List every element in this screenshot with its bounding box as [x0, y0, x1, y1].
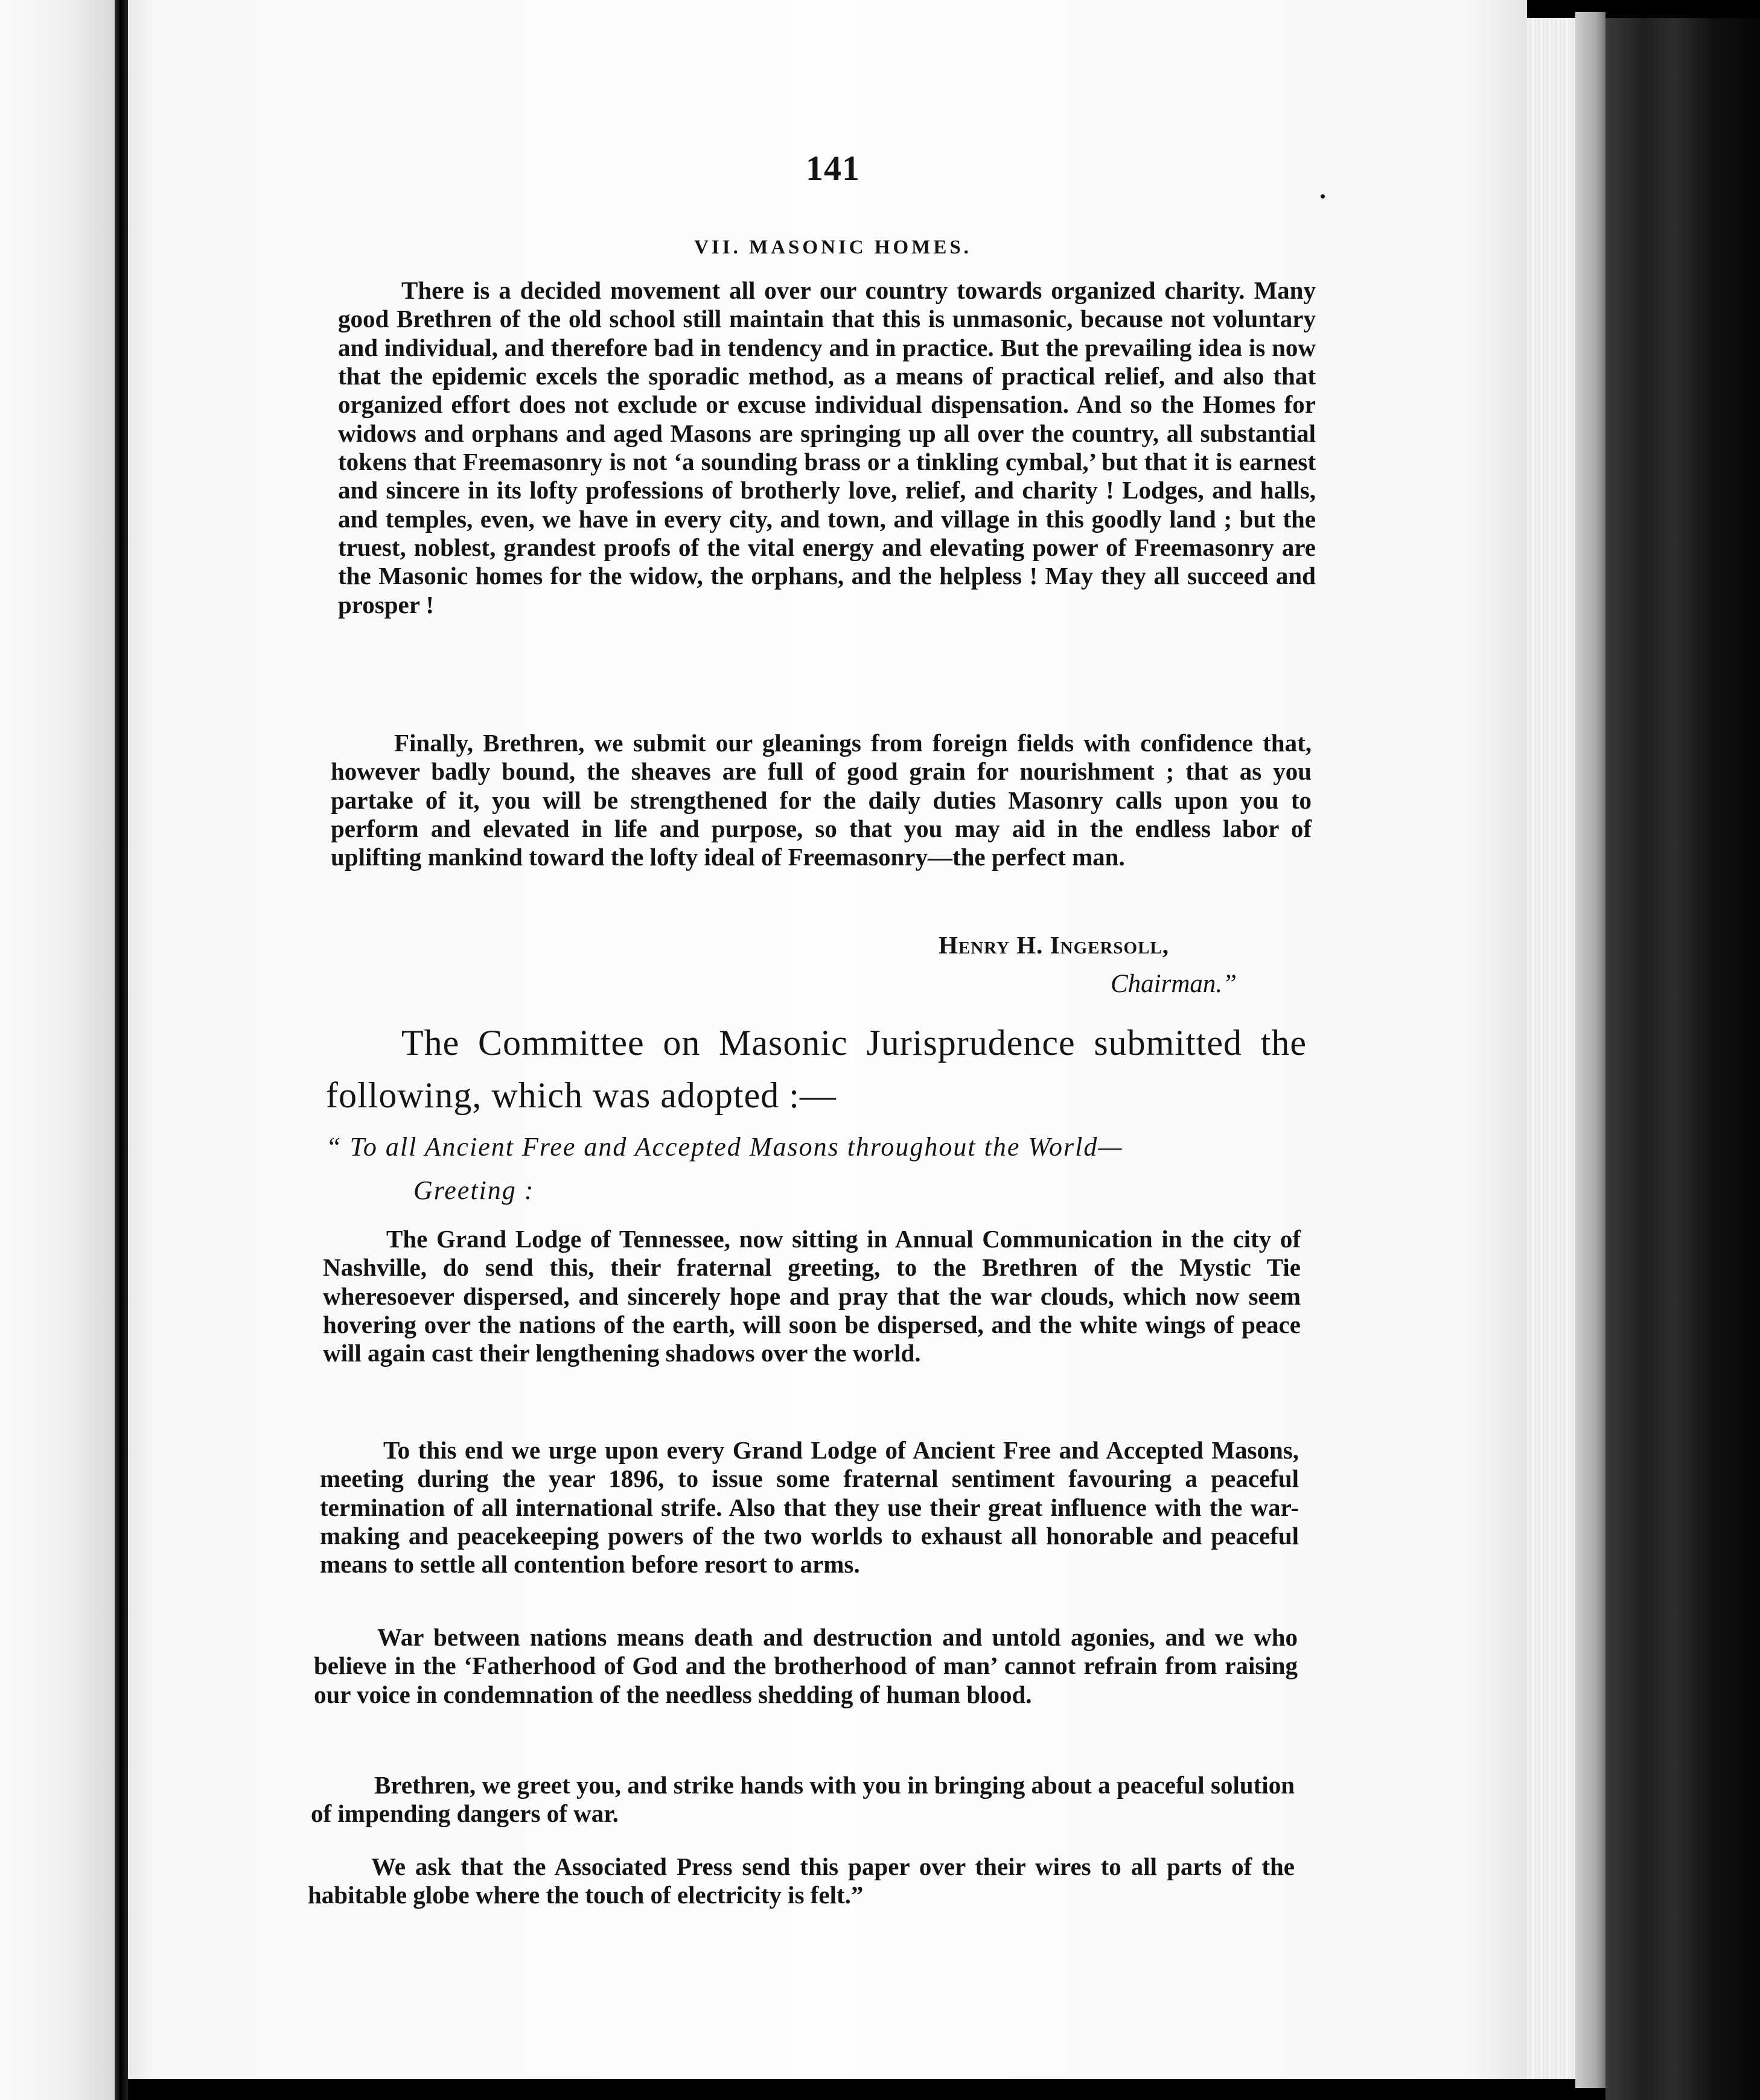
greeting-paragraph-3: War between nations means death and destruction and untold agonies, and we who believe in the ‘Fatherhood of God and the brotherhood of man’ cannot refrain from raising our voice in condemnation of the needless shedding of human blood.	[314, 1623, 1298, 1708]
salutation: “ To all Ancient Free and Accepted Masons throughout the World—	[326, 1132, 1123, 1162]
greeting-paragraph-5: We ask that the Associated Press send this paper over their wires to all parts of the habitable globe where the touch of electricity is felt.”	[308, 1853, 1295, 1909]
book-cover-edge	[1575, 12, 1605, 2088]
report-paragraph-2: Finally, Brethren, we submit our gleanings from foreign fields with confidence that, however badly bound, the sheaves are full of good grain for nourishment ; that as you partake of it, you will be strengthened for the daily duties Masonry calls upon you to perform and elevated in life and purpose, so that you may aid in the endless labor of uplifting mankind toward the lofty ideal of Freemasonry—the perfect man.	[331, 729, 1312, 871]
report-paragraph-1: There is a decided movement all over our country towards organized charity. Many good Brethren of the old school still maintain that this is unmasonic, because not voluntary and individual, and therefore bad in tendency and in practice. But the prevailing idea is now that the epidemic excels the sporadic method, as a means of practical relief, and also that organized effort does not exclude or excuse individual dispensation. And so the Homes for widows and orphans and aged Masons are springing up all over the country, all substantial tokens that Freemasonry is not ‘a sounding brass or a tinkling cymbal,’ but that it is earnest and sincere in its lofty professions of brotherly love, relief, and charity ! Lodges, and halls, and temples, even, we have in every city, and town, and village in this goodly land ; but the truest, noblest, grandest proofs of the vital energy and elevating power of Freemasonry are the Masonic homes for the widow, the orphans, and the helpless ! May they all succeed and prosper !	[338, 276, 1316, 619]
signer-title: Chairman.”	[1111, 970, 1237, 998]
page-number: 141	[806, 148, 860, 188]
page-edges	[1527, 18, 1575, 2079]
greeting-paragraph-2: To this end we urge upon every Grand Lodge of Ancient Free and Accepted Masons, meeting during the year 1896, to issue some fraternal sentiment favouring a peaceful termination of all international strife. Also that they use their great influence with the war-making and peacekeeping powers of the two worlds to exhaust all honorable and peaceful means to settle all contention before resort to arms.	[320, 1436, 1299, 1579]
greeting-paragraph-4: Brethren, we greet you, and strike hands with you in bringing about a peaceful solution of impending dangers of war.	[311, 1771, 1295, 1828]
book-cover-dark	[1605, 18, 1760, 2100]
adoption-statement: The Committee on Masonic Jurisprudence submitted the following, which was adopted :—	[326, 1023, 1307, 1115]
facing-page-edge	[0, 0, 115, 2100]
book-gutter	[115, 0, 128, 2100]
signer-name: Henry H. Ingersoll,	[939, 931, 1170, 959]
greeting-paragraph-1: The Grand Lodge of Tennessee, now sitting in Annual Communication in the city of Nashville, do send this, their fraternal greeting, to the Brethren of the Mystic Tie wheresoever dispersed, and sincerely hope and pray that the war clouds, which now seem hovering over the nations of the earth, will soon be dispersed, and the white wings of peace will again cast their lengthening shadows over the world.	[323, 1225, 1301, 1367]
section-heading: VII. MASONIC HOMES.	[694, 237, 972, 258]
ink-speck	[1321, 194, 1325, 199]
greeting: Greeting :	[413, 1176, 535, 1205]
